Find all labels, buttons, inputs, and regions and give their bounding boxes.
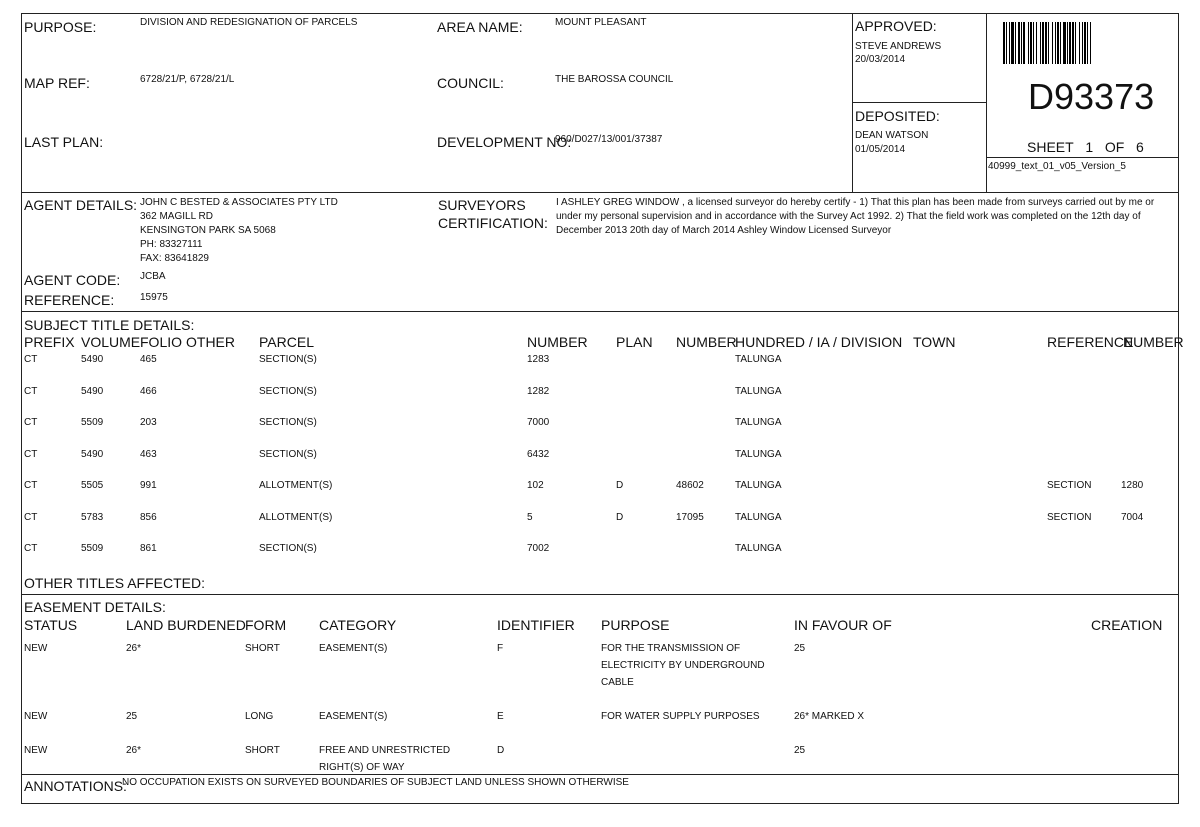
council-label: COUNCIL: xyxy=(437,75,504,91)
cell-volume: 5783 xyxy=(81,511,104,523)
cell-status: NEW xyxy=(24,711,48,722)
col-plan: PLAN xyxy=(616,334,653,350)
cell-number: 1283 xyxy=(527,354,550,365)
col-folio: FOLIO xyxy=(140,334,183,350)
divider xyxy=(986,157,1179,158)
area-name-value: MOUNT PLEASANT xyxy=(555,17,647,28)
barcode-bar xyxy=(1060,22,1061,64)
cell-number: 102 xyxy=(527,480,544,491)
cell-category: EASEMENT(S) xyxy=(319,643,388,654)
barcode-bar xyxy=(1033,22,1034,64)
cell-volume: 5490 xyxy=(81,354,104,365)
area-name-label: AREA NAME: xyxy=(437,19,523,35)
cell-number: 7000 xyxy=(527,417,550,428)
barcode-bar xyxy=(1057,22,1059,64)
divider xyxy=(21,774,1179,775)
easement-details-label: EASEMENT DETAILS: xyxy=(24,599,166,615)
last-plan-label: LAST PLAN: xyxy=(24,134,104,150)
col-prefix: PREFIX xyxy=(24,334,75,350)
cell-prefix: CT xyxy=(24,448,38,460)
cell-hundred: TALUNGA xyxy=(735,385,782,397)
col-reference: REFERENCE xyxy=(1047,334,1134,350)
col-form: FORM xyxy=(245,617,287,633)
cell-folio: 861 xyxy=(140,543,157,554)
cell-favour: 25 xyxy=(794,643,806,654)
cell-status: NEW xyxy=(24,745,48,756)
col-other: OTHER xyxy=(186,334,235,350)
cell-prefix: CT xyxy=(24,385,38,397)
cell-category: FREE AND UNRESTRICTED RIGHT(S) OF WAY xyxy=(319,745,451,773)
cell-folio: 463 xyxy=(140,448,157,460)
divider xyxy=(852,102,986,103)
development-no-label: DEVELOPMENT NO: xyxy=(437,134,572,150)
barcode-bar xyxy=(1055,22,1056,64)
cell-parcel: SECTION(S) xyxy=(259,448,317,460)
cell-plan-number: 48602 xyxy=(676,480,704,491)
agent-code: JCBA xyxy=(140,271,166,282)
barcode-bar xyxy=(1003,22,1005,64)
barcode-bar xyxy=(1045,22,1047,64)
divider xyxy=(986,13,987,192)
cell-ref-number: 1280 xyxy=(1121,480,1144,491)
barcode-bar xyxy=(1028,22,1029,64)
agent-address-1: 362 MAGILL RD xyxy=(140,211,213,222)
purpose-label: PURPOSE: xyxy=(24,19,97,35)
sheet-indicator xyxy=(1027,139,1144,155)
cell-volume: 5490 xyxy=(81,448,104,460)
cell-prefix: CT xyxy=(24,511,38,523)
cell-plan-number: 17095 xyxy=(676,511,704,523)
reference-label: REFERENCE: xyxy=(24,292,115,308)
cell-folio: 856 xyxy=(140,511,157,523)
divider xyxy=(21,594,1179,595)
agent-name: JOHN C BESTED & ASSOCIATES PTY LTD xyxy=(140,197,338,208)
col-status: STATUS xyxy=(24,617,78,633)
development-no-value: 960/D027/13/001/37387 xyxy=(555,134,663,145)
barcode-bar xyxy=(1042,22,1044,64)
cell-parcel: SECTION(S) xyxy=(259,417,317,428)
council-value: THE BAROSSA COUNCIL xyxy=(555,74,674,85)
cell-plan: D xyxy=(616,480,624,491)
cell-reference: SECTION xyxy=(1047,511,1092,523)
deposited-date: 01/05/2014 xyxy=(855,144,906,155)
barcode-bar xyxy=(1087,22,1088,64)
sheet-label: SHEET xyxy=(1027,139,1074,155)
col-in-favour-of: IN FAVOUR OF xyxy=(794,617,892,633)
col-purpose: PURPOSE xyxy=(601,617,670,633)
barcode-bar xyxy=(1063,22,1066,64)
cell-parcel: ALLOTMENT(S) xyxy=(259,480,333,491)
cell-land: 25 xyxy=(126,711,138,722)
barcode-image xyxy=(1003,22,1161,64)
cell-number: 7002 xyxy=(527,543,550,554)
annotations-label: ANNOTATIONS: xyxy=(24,778,127,794)
col-identifier: IDENTIFIER xyxy=(497,617,575,633)
cell-folio: 465 xyxy=(140,354,157,365)
cell-volume: 5490 xyxy=(81,385,104,397)
col-parcel: PARCEL xyxy=(259,334,314,350)
col-number: NUMBER xyxy=(527,334,588,350)
agent-code-label: AGENT CODE: xyxy=(24,272,121,288)
barcode-bar xyxy=(1069,22,1071,64)
cell-number: 6432 xyxy=(527,448,550,460)
other-titles-label: OTHER TITLES AFFECTED: xyxy=(24,575,205,591)
cell-favour: 26* MARKED X xyxy=(794,711,865,722)
cell-identifier: D xyxy=(497,745,505,756)
approved-date: 20/03/2014 xyxy=(855,54,906,65)
barcode-bar xyxy=(1030,22,1032,64)
plan-sheet-frame xyxy=(21,13,1179,804)
col-ref-number: NUMBER xyxy=(1123,334,1184,350)
divider xyxy=(21,192,1179,193)
cell-land: 26* xyxy=(126,745,142,756)
barcode-bar xyxy=(1075,22,1076,64)
cell-prefix: CT xyxy=(24,480,38,491)
cell-parcel: ALLOTMENT(S) xyxy=(259,511,333,523)
reference-value: 15975 xyxy=(140,292,168,303)
barcode-bar xyxy=(1090,22,1091,64)
cell-volume: 5505 xyxy=(81,480,104,491)
cell-folio: 991 xyxy=(140,480,157,491)
cell-prefix: CT xyxy=(24,417,38,428)
divider xyxy=(21,311,1179,312)
cell-number: 5 xyxy=(527,511,533,523)
barcode-bar xyxy=(1067,22,1068,64)
col-creation: CREATION xyxy=(1091,617,1163,633)
cell-hundred: TALUNGA xyxy=(735,480,782,491)
deposited-by: DEAN WATSON xyxy=(855,130,929,141)
surveyor-label-line2: CERTIFICATION: xyxy=(438,215,548,231)
cell-ref-number: 7004 xyxy=(1121,511,1144,523)
barcode-bar xyxy=(1079,22,1080,64)
sheet-total: 6 xyxy=(1135,139,1144,155)
cell-purpose: FOR THE TRANSMISSION OF ELECTRICITY BY UNDERGROUND CABLE xyxy=(601,643,765,688)
cell-parcel: SECTION(S) xyxy=(259,354,317,365)
cell-identifier: E xyxy=(497,711,504,722)
agent-fax: FAX: 83641829 xyxy=(140,253,209,264)
barcode-bar xyxy=(1015,22,1016,64)
barcode-bar xyxy=(1040,22,1041,64)
version-text: 40999_text_01_v05_Version_5 xyxy=(988,161,1126,172)
of-label: OF xyxy=(1104,139,1125,155)
barcode-bar xyxy=(1021,22,1022,64)
cell-folio: 466 xyxy=(140,385,157,397)
cell-purpose: FOR WATER SUPPLY PURPOSES xyxy=(601,711,760,722)
barcode-bar xyxy=(1052,22,1053,64)
col-plan-number: NUMBER xyxy=(676,334,737,350)
subject-title-label: SUBJECT TITLE DETAILS: xyxy=(24,317,195,333)
cell-plan: D xyxy=(616,511,624,523)
cell-reference: SECTION xyxy=(1047,480,1092,491)
map-ref-value: 6728/21/P, 6728/21/L xyxy=(140,74,235,85)
cell-category: EASEMENT(S) xyxy=(319,711,388,722)
barcode-bar xyxy=(1009,22,1010,64)
cell-land: 26* xyxy=(126,643,142,654)
sheet-number: 1 xyxy=(1085,139,1094,155)
cell-prefix: CT xyxy=(24,354,38,365)
surveyor-label-line1: SURVEYORS xyxy=(438,197,526,213)
cell-identifier: F xyxy=(497,643,504,654)
barcode-bar xyxy=(1011,22,1014,64)
cell-folio: 203 xyxy=(140,417,157,428)
barcode-bar xyxy=(1072,22,1074,64)
cell-hundred: TALUNGA xyxy=(735,543,782,554)
cell-favour: 25 xyxy=(794,745,806,756)
col-volume: VOLUME xyxy=(81,334,141,350)
plan-number: D93373 xyxy=(1028,76,1155,117)
barcode-bar xyxy=(1048,22,1049,64)
cell-parcel: SECTION(S) xyxy=(259,385,317,397)
col-hundred: HUNDRED / IA / DIVISION xyxy=(735,334,903,350)
agent-phone: PH: 83327111 xyxy=(140,239,203,250)
cell-prefix: CT xyxy=(24,543,38,554)
cell-form: SHORT xyxy=(245,745,280,756)
deposited-label: DEPOSITED: xyxy=(855,108,940,124)
approved-label: APPROVED: xyxy=(855,18,937,34)
barcode-bar xyxy=(1023,22,1025,64)
col-land-burdened: LAND BURDENED xyxy=(126,617,246,633)
cell-form: SHORT xyxy=(245,643,280,654)
col-category: CATEGORY xyxy=(319,617,397,633)
cell-number: 1282 xyxy=(527,385,550,397)
cell-hundred: TALUNGA xyxy=(735,448,782,460)
cell-hundred: TALUNGA xyxy=(735,417,782,428)
cell-volume: 5509 xyxy=(81,417,104,428)
cell-volume: 5509 xyxy=(81,543,104,554)
barcode-bar xyxy=(1036,22,1037,64)
cell-parcel: SECTION(S) xyxy=(259,543,317,554)
cell-hundred: TALUNGA xyxy=(735,354,782,365)
barcode-bar xyxy=(1018,22,1020,64)
cell-hundred: TALUNGA xyxy=(735,511,782,523)
barcode-bar xyxy=(1006,22,1007,64)
cell-form: LONG xyxy=(245,711,274,722)
barcode-bar xyxy=(1082,22,1083,64)
approved-by: STEVE ANDREWS xyxy=(855,41,942,52)
barcode-bar xyxy=(1084,22,1086,64)
purpose-value: DIVISION AND REDESIGNATION OF PARCELS xyxy=(140,17,358,28)
surveyor-certification-text: I ASHLEY GREG WINDOW , a licensed surveyor do hereby certify - 1) That this plan has been made from surveys carried out by me or under my personal supervision and in accordance with the Survey Act 1992. 2) That the field work was completed on the 12th day of December 2013 20th day of March 2014 Ashley Window Licensed Surveyor xyxy=(556,197,1155,236)
map-ref-label: MAP REF: xyxy=(24,75,90,91)
agent-address-2: KENSINGTON PARK SA 5068 xyxy=(140,225,276,236)
cell-status: NEW xyxy=(24,643,48,654)
agent-details-label: AGENT DETAILS: xyxy=(24,197,138,213)
col-town: TOWN xyxy=(913,334,956,350)
annotations-text: NO OCCUPATION EXISTS ON SURVEYED BOUNDARIES OF SUBJECT LAND UNLESS SHOWN OTHERWISE xyxy=(122,777,629,788)
